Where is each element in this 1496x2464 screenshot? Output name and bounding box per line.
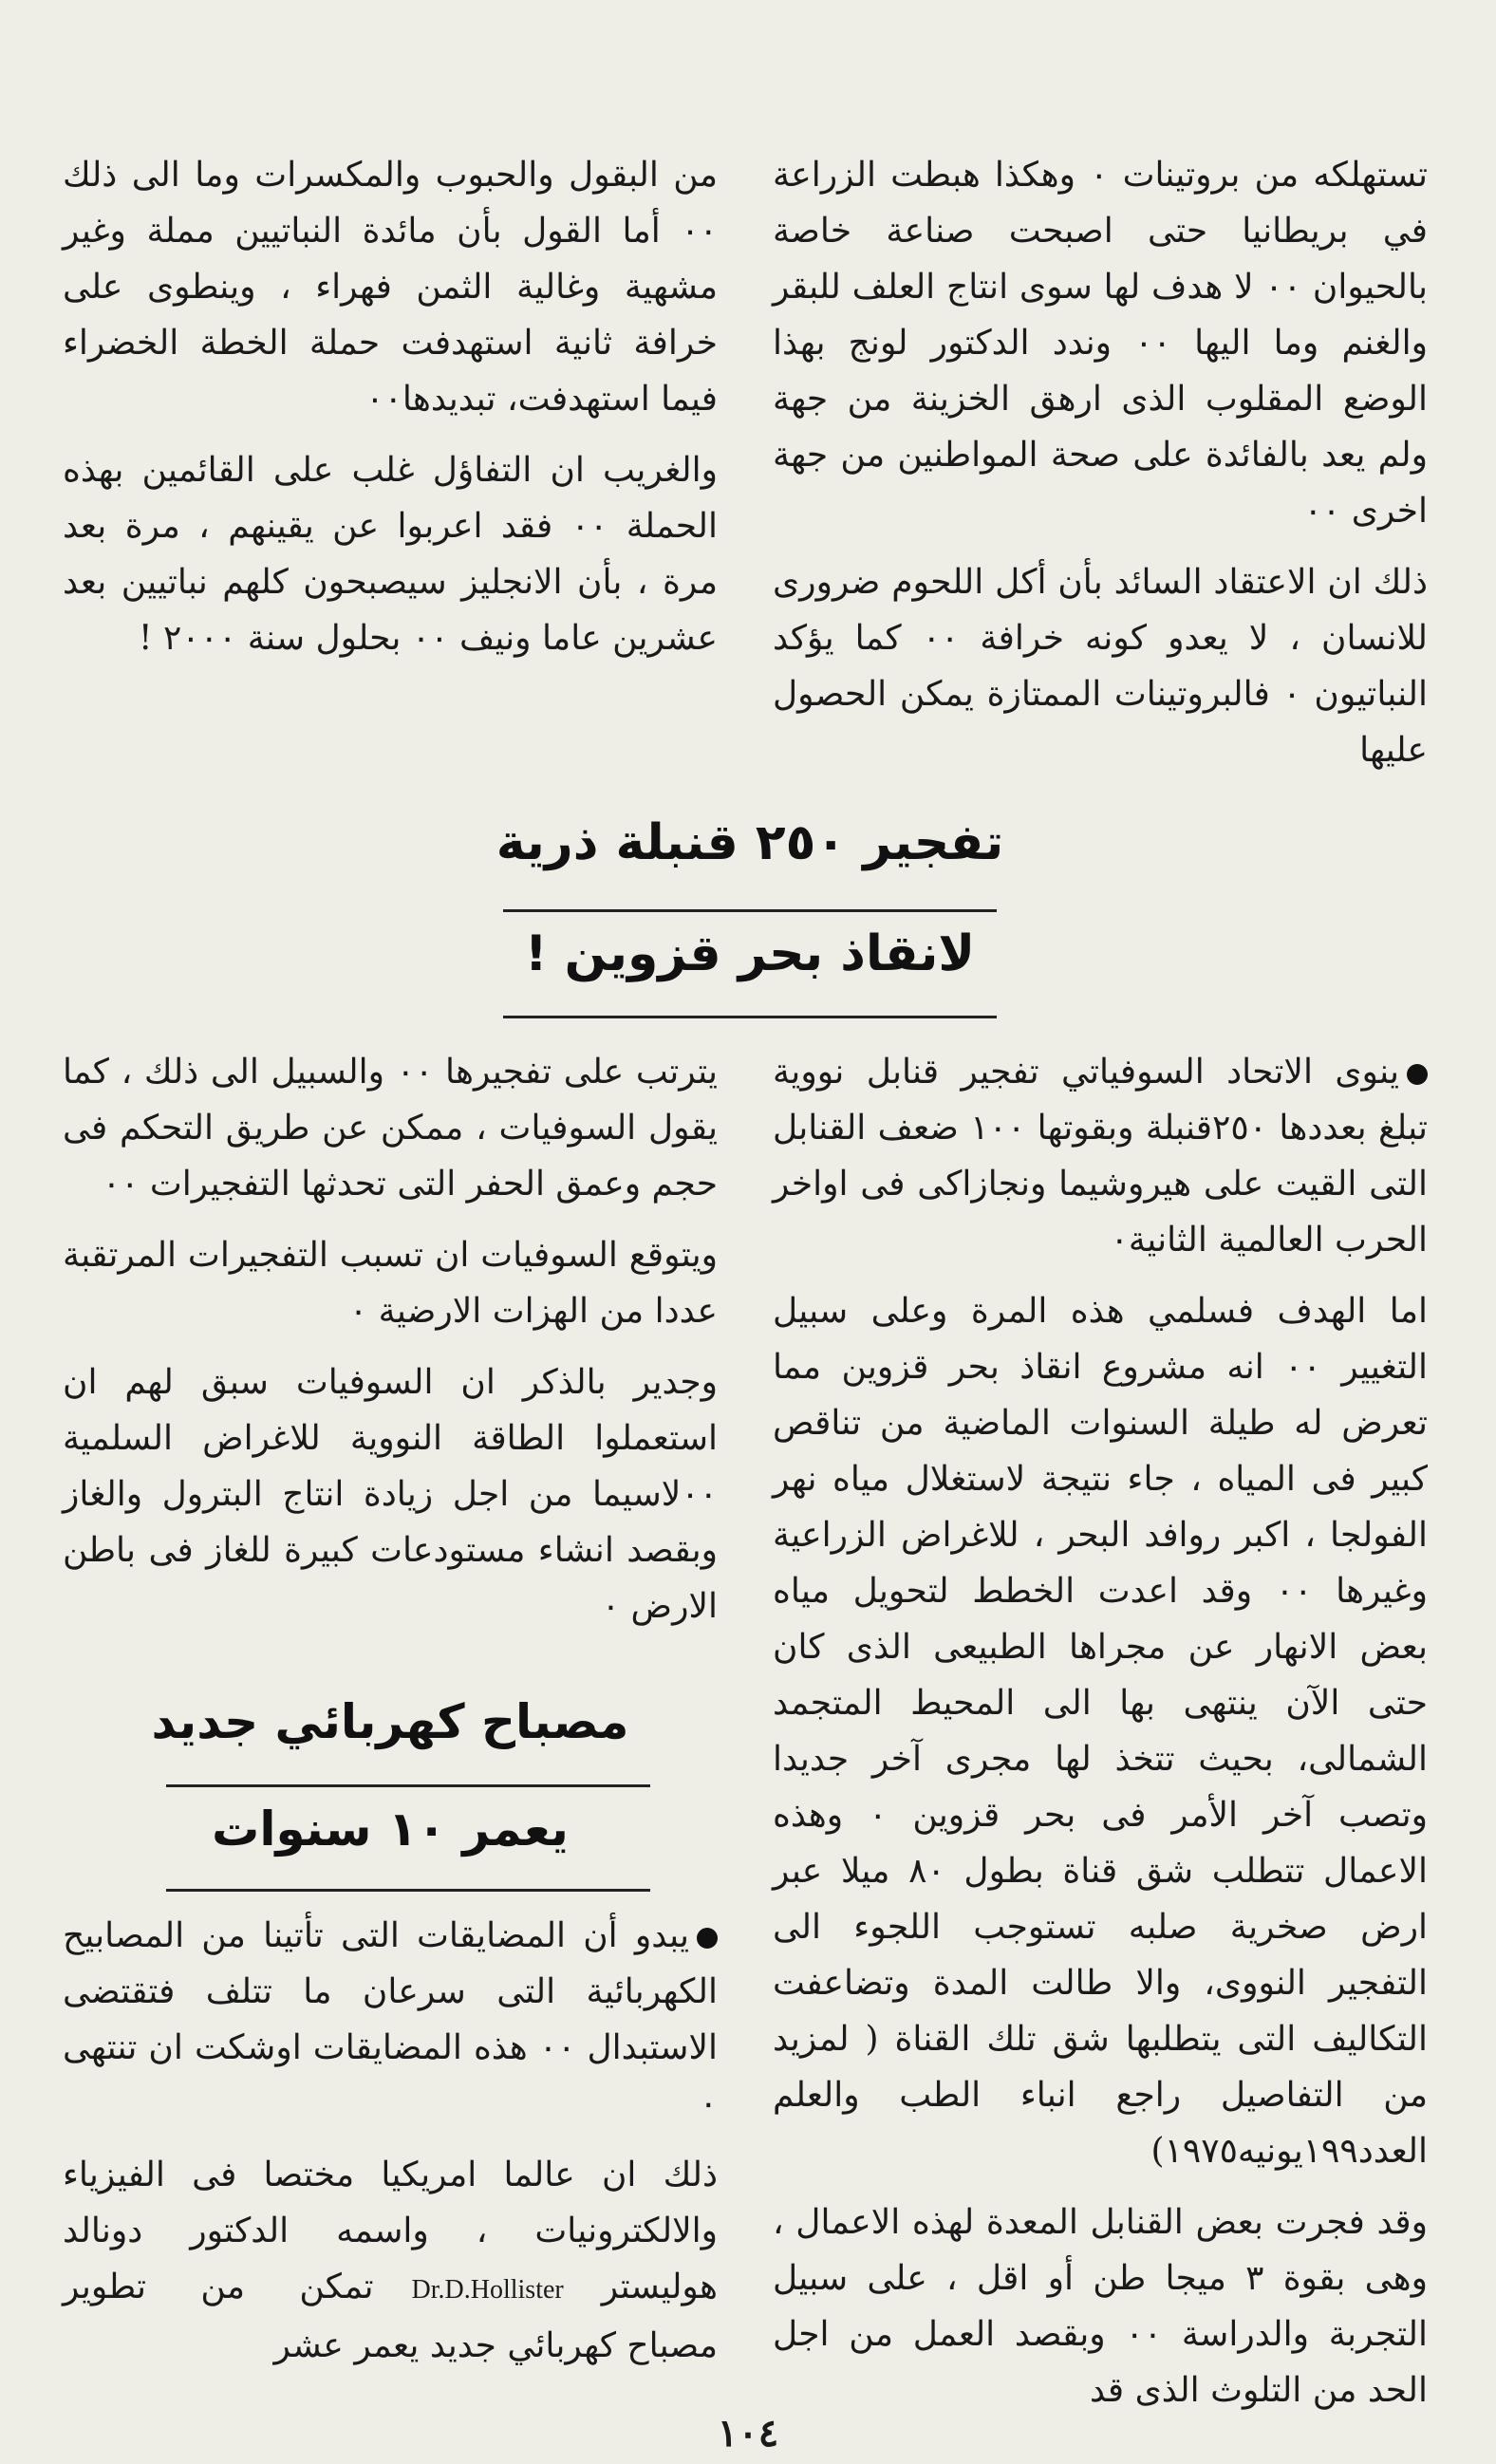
article2-paragraph-2: ذلك ان عالما امريكيا مختصا فى الفيزياء والالكترونيات ، واسمه الدكتور دونالد هوليسترDr.D.Hollisterتمكن من تطوير مصباح كهربائي جديد يعمر عشر	[63, 2156, 718, 2365]
top-right-paragraph-1: تستهلكه من بروتينات ٠ وهكذا هبطت الزراعة في بريطانيا حتى اصبحت صناعة خاصة بالحيوان ٠٠ لا هدف لها سوى انتاج العلف للبقر والغنم وما اليها ٠٠ وندد الدكتور لونج بهذا الوضع المقلوب الذى ارهق الخزينة من جهة ولم يعد بالفائدة على صحة المواطنين من جهة اخرى ٠٠	[773, 156, 1428, 531]
article1-headline-rule-1	[503, 909, 997, 912]
top-right-paragraph-2: ذلك ان الاعتقاد السائد بأن أكل اللحوم ضرورى للانسان ، لا يعدو كونه خرافة ٠٠ كما يؤكد النباتيون ٠ فالبروتينات الممتازة يمكن الحصول عليها	[773, 563, 1428, 770]
article1-left-column	[63, 1044, 718, 1634]
top-right-column	[773, 147, 1428, 778]
article2-headline-rule-2	[166, 1889, 650, 1892]
scientist-name-latin: Dr.D.Hollister	[411, 2275, 564, 2305]
article1-headline-line2: لانقاذ بحر قزوين !	[524, 925, 976, 982]
article2-column	[63, 1908, 718, 2374]
article1-left-paragraph-3: وجدير بالذكر ان السوفيات سبق لهم ان استعملوا الطاقة النووية للاغراض السلمية ٠٠لاسيما من اجل زيادة انتاج البترول والغاز وبقصد انشاء مستودعات كبيرة للغاز فى باطن الارض ٠	[63, 1363, 718, 1626]
article2-headline-line1: مصباح كهربائي جديد	[151, 1694, 629, 1749]
article2-headline-line2: يعمر ١٠ سنوات	[212, 1801, 569, 1857]
top-left-column	[63, 147, 718, 666]
article2-headline-rule-1	[166, 1784, 650, 1787]
bullet-icon	[697, 1928, 718, 1949]
article1-right-paragraph-2: اما الهدف فسلمي هذه المرة وعلى سبيل التغيير ٠٠ انه مشروع انقاذ بحر قزوين مما تعرض له طيلة السنوات الماضية من تناقص كبير فى المياه ، جاء نتيجة لاستغلال مياه نهر الفولجا ، اكبر روافد البحر ، للاغراض الزراعية وغيرها ٠٠ وقد اعدت الخطط لتحويل مياه بعض الانهار عن مجراها الطبيعى الذى كان حتى الآن ينتهى بها الى المحيط المتجمد الشمالى، بحيث تتخذ لها مجرى آخر جديدا وتصب آخر الأمر فى بحر قزوين ٠ وهذه الاعمال تتطلب شق قناة بطول ٨٠ ميلا عبر ارض صخرية صلبه تستوجب اللجوء الى التفجير النووى، والا طالت المدة وتضاعفت التكاليف التى يتطلبها شق تلك القناة ( لمزيد من التفاصيل راجع انباء الطب والعلم العدد١٩٩يونيه١٩٧٥)	[773, 1292, 1428, 2171]
article1-right-paragraph-1: ينوى الاتحاد السوفياتي تفجير قنابل نووية تبلغ بعددها ٢٥٠قنبلة وبقوتها ١٠٠ ضعف القنابل التى القيت على هيروشيما ونجازاكى فى اواخر الحرب العالمية الثانية٠	[773, 1053, 1429, 1260]
article1-right-column	[773, 1044, 1428, 2418]
article1-headline-line1: تفجير ٢٥٠ قنبلة ذرية	[496, 814, 1004, 871]
top-left-paragraph-2: والغريب ان التفاؤل غلب على القائمين بهذه الحملة ٠٠ فقد اعربوا عن يقينهم ، مرة بعد مرة ، بأن الانجليز سيصبحون كلهم نباتيين بعد عشرين عاما ونيف ٠٠ بحلول سنة ٢٠٠٠ !	[63, 451, 718, 658]
bullet-icon	[1407, 1064, 1428, 1085]
article1-headline-rule-2	[503, 1016, 997, 1018]
page-number: ١٠٤	[717, 2411, 779, 2455]
article1-left-paragraph-1: يترتب على تفجيرها ٠٠ والسبيل الى ذلك ، كما يقول السوفيات ، ممكن عن طريق التحكم فى حجم وعمق الحفر التى تحدثها التفجيرات ٠٠	[63, 1053, 718, 1204]
article1-left-paragraph-2: ويتوقع السوفيات ان تسبب التفجيرات المرتقبة عددا من الهزات الارضية ٠	[63, 1236, 718, 1331]
article2-paragraph-1: يبدو أن المضايقات التى تأتينا من المصابيح الكهربائية التى سرعان ما تتلف فتقتضى الاستبدال ٠٠ هذه المضايقات اوشكت ان تنتهى ٠	[63, 1916, 718, 2123]
article1-right-paragraph-3: وقد فجرت بعض القنابل المعدة لهذه الاعمال ، وهى بقوة ٣ ميجا طن أو اقل ، على سبيل التجربة والدراسة ٠٠ وبقصد العمل من اجل الحد من التلوث الذى قد	[773, 2203, 1429, 2410]
top-left-paragraph-1: من البقول والحبوب والمكسرات وما الى ذلك ٠٠ أما القول بأن مائدة النباتيين مملة وغير مشهية وغالية الثمن فهراء ، وينطوى على خرافة ثانية استهدفت حملة الخطة الخضراء فيما استهدفت، تبديدها٠٠	[63, 156, 718, 419]
